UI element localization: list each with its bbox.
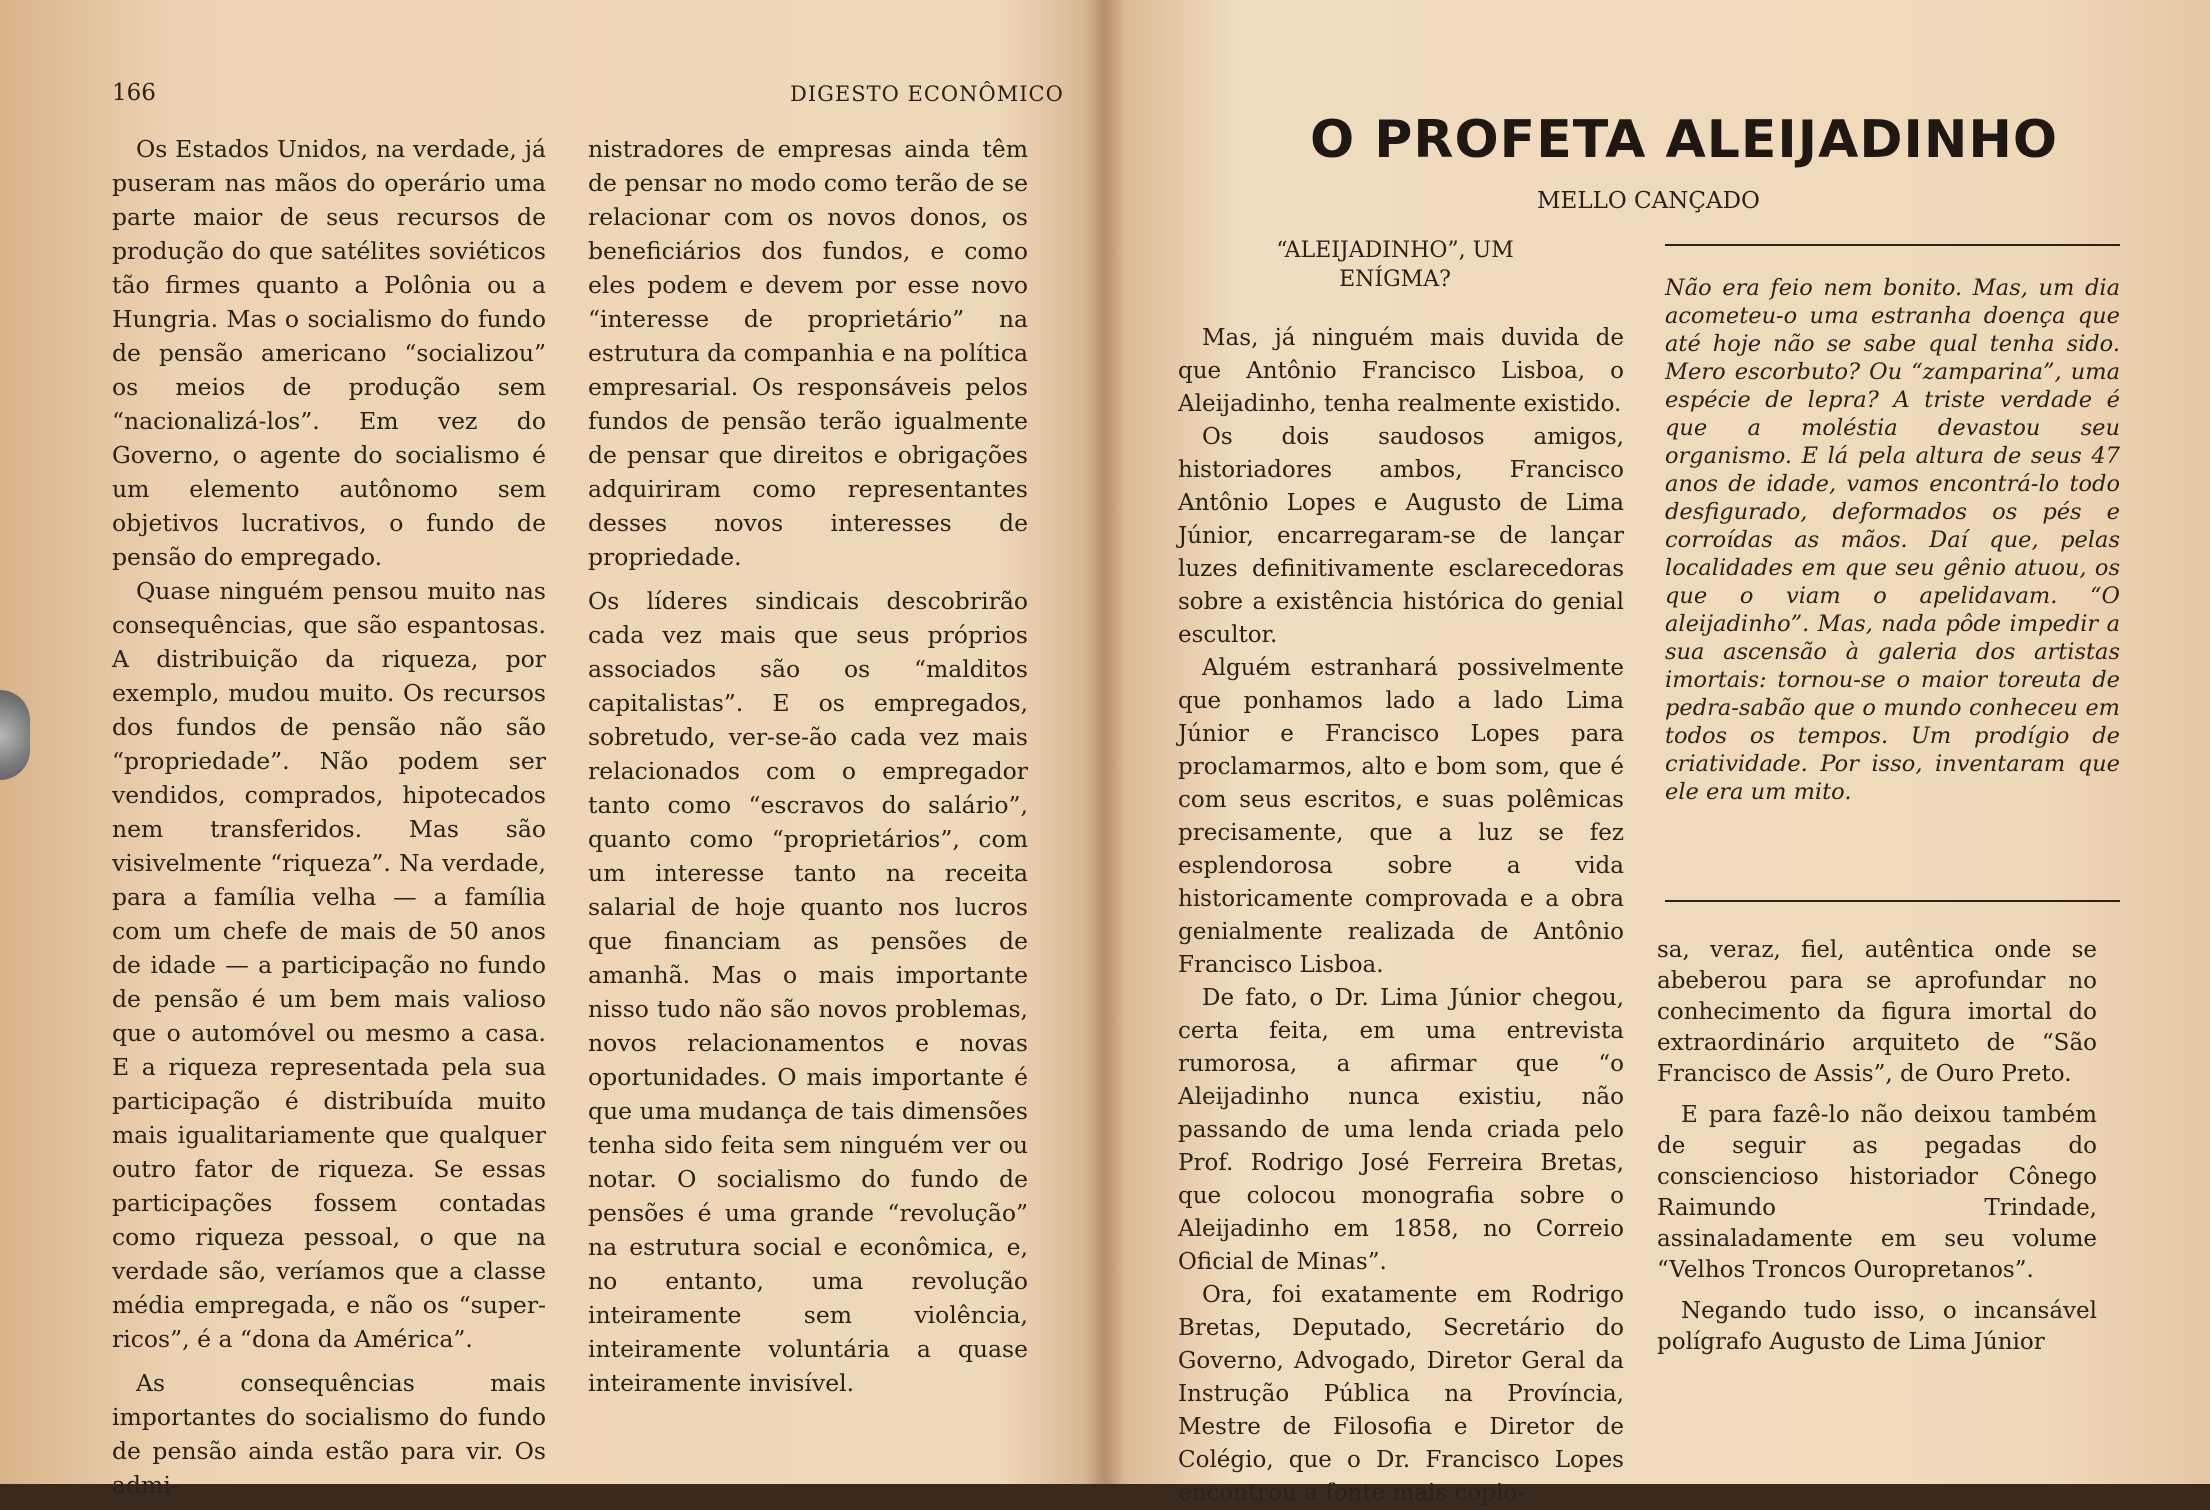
- paragraph: As consequências mais importantes do socialismo do fundo de pensão ainda estão para vir. Os admi-: [112, 1369, 546, 1499]
- left-column-2: [588, 132, 1028, 1400]
- quote-bottom-rule: [1665, 900, 2120, 902]
- paragraph: Mas, já ninguém mais duvida de que Antônio Francisco Lisboa, o Aleijadinho, tenha realmente existido.: [1178, 325, 1624, 417]
- section-subhead: “ALEIJADINHO”, UM ENÍGMA?: [1276, 238, 1514, 292]
- paragraph: Os líderes sindicais descobrirão cada vez mais que seus próprios associados são os “malditos capitalistas”. E os empregados, sobretudo, ver-se-ão cada vez mais relacionados com o empregador tanto como “escravos do salário”, quanto como “proprietários”, com um interesse tanto na receita salarial de hoje quanto nos lucros que financiam as pensões de amanhã. Mas o mais importante nisso tudo não são novos problemas, novos relacionamentos e novas oportunidades. O mais importante é que uma mudança de tais dimensões tenha sido feita sem ninguém ver ou notar. O socialismo do fundo de pensões é uma grande “revolução” na estrutura social e econômica, e, no entanto, uma revolução inteiramente sem violência, inteiramente voluntária a quase inteiramente invisível.: [588, 587, 1028, 1397]
- paragraph: E para fazê-lo não deixou também de seguir as pegadas do consciencioso historiador Cônego Raimundo Trindade, assinaladamente em seu volume “Velhos Troncos Ouropretanos”.: [1657, 1102, 2097, 1283]
- boxed-quote: Não era feio nem bonito. Mas, um dia acometeu-o uma estranha doença que até hoje não se sabe qual tenha sido. Mero escorbuto? Ou “zamparina”, uma espécie de lepra? A triste verdade é que a moléstia devastou seu organismo. E lá pela altura de seus 47 anos de idade, vamos encontrá-lo todo desfigurado, deformados os pés e corroídas as mãos. Daí que, pelas localidades em que seu gênio atuou, os que o viam o apelidavam. “O aleijadinho”. Mas, nada pôde impedir a sua ascensão à galeria dos artistas imortais: tornou-se o maior toreuta de pedra-sabão que o mundo conheceu em todos os tempos. Um prodígio de criatividade. Por isso, inventaram que ele era um mito.: [1665, 275, 2120, 805]
- running-head: DIGESTO ECONÔMICO: [790, 82, 1064, 106]
- paragraph: Os dois saudosos amigos, historiadores ambos, Francisco Antônio Lopes e Augusto de Lima Júnior, encarregaram-se de lançar luzes definitivamente esclarecedoras sobre a existência histórica do genial escultor.: [1178, 424, 1624, 648]
- quote-top-rule: [1665, 244, 2120, 246]
- article-author: MELLO CANÇADO: [1537, 188, 1760, 214]
- paragraph: Os Estados Unidos, na verdade, já puseram nas mãos do operário uma parte maior de seus recursos de produção do que satélites soviéticos tão firmes quanto a Polônia ou a Hungria. Mas o socialismo do fundo de pensão americano “socializou” os meios de produção sem “nacionalizá-los”. Em vez do Governo, o agente do socialismo é um elemento autônomo sem objetivos lucrativos, o fundo de pensão do empregado.: [112, 135, 546, 571]
- paragraph: sa, veraz, fiel, autêntica onde se abeberou para se aprofundar no conhecimento da figura imortal do extraordinário arquiteto de “São Francisco de Assis”, de Ouro Preto.: [1657, 937, 2097, 1087]
- article-title: O PROFETA ALEIJADINHO: [1310, 110, 2059, 170]
- right-column-2: [1657, 935, 2097, 1358]
- paragraph: Quase ninguém pensou muito nas consequências, que são espantosas. A distribuição da riqueza, por exemplo, mudou muito. Os recursos dos fundos de pensão não são “propriedade”. Não podem ser vendidos, comprados, hipotecados nem transferidos. Mas são visivelmente “riqueza”. Na verdade, para a família velha — a família com um chefe de mais de 50 anos de idade — a participação no fundo de pensão é um bem mais valioso que o automóvel ou mesmo a casa. E a riqueza representada pela sua participação é distribuída muito mais igualitariamente que qualquer outro fator de riqueza. Se essas participações fossem contadas como riqueza pessoal, o que na verdade são, veríamos que a classe média empregada, e não os “super-ricos”, é a “dona da América”.: [112, 577, 546, 1353]
- left-page: [0, 0, 1105, 1499]
- paragraph: De fato, o Dr. Lima Júnior chegou, certa feita, em uma entrevista rumorosa, a afirmar que “o Aleijadinho nunca existiu, não passando de uma lenda criada pelo Prof. Rodrigo José Ferreira Bretas, que colocou monografia sobre o Aleijadinho em 1858, no Correio Oficial de Minas”.: [1178, 985, 1624, 1275]
- page-number: 166: [112, 80, 156, 106]
- paragraph: Alguém estranhará possivelmente que ponhamos lado a lado Lima Júnior e Francisco Lopes para proclamarmos, alto e bom som, que é com seus escritos, e suas polêmicas precisamente, que a luz se fez esplendorosa sobre a vida historicamente comprovada e a obra genialmente realizada de Antônio Francisco Lisboa.: [1178, 655, 1624, 978]
- right-column-1: [1178, 322, 1624, 1510]
- left-column-1: [112, 132, 546, 1502]
- paragraph: Negando tudo isso, o incansável polígrafo Augusto de Lima Júnior: [1657, 1298, 2097, 1355]
- paragraph: nistradores de empresas ainda têm de pensar no modo como terão de se relacionar com os novos donos, os beneficiários dos fundos, e como eles podem e devem por esse novo “interesse de proprietário” na estrutura da companhia e na política empresarial. Os responsáveis pelos fundos de pensão terão igualmente de pensar que direitos e obrigações adquiriram como representantes desses novos interesses de propriedade.: [588, 135, 1028, 571]
- paragraph: Ora, foi exatamente em Rodrigo Bretas, Deputado, Secretário do Governo, Advogado, Diretor Geral da Instrução Pública na Província, Mestre de Filosofia e Diretor de Colégio, que o Dr. Francisco Lopes encontrou a fonte mais copio-: [1178, 1282, 1624, 1506]
